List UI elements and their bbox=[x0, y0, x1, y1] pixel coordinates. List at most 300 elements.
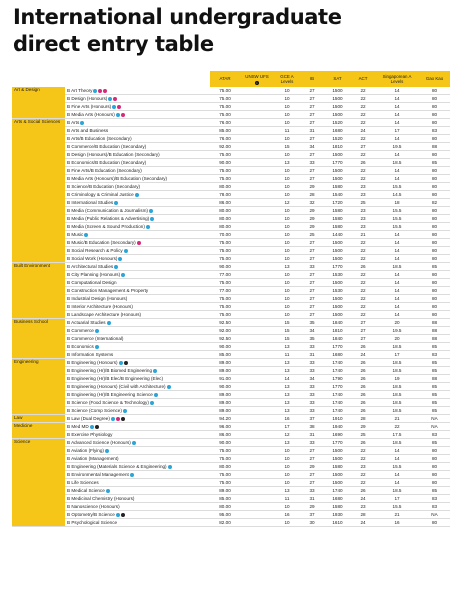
cell-atar: 80.00 bbox=[219, 208, 231, 213]
table-row bbox=[12, 343, 450, 351]
program-cell bbox=[65, 119, 210, 127]
cell-ib: 31 bbox=[309, 128, 315, 133]
table-row bbox=[12, 87, 450, 95]
cell-gao-kao: 80 bbox=[431, 112, 438, 117]
cell-singapore: 15.5 bbox=[392, 184, 402, 189]
blue-dot-icon bbox=[132, 441, 136, 445]
faculty-label: Arts & Social Sciences bbox=[12, 119, 65, 263]
blue-dot-icon bbox=[146, 225, 150, 229]
faculty-label: Medicine bbox=[12, 423, 65, 439]
table-row bbox=[12, 455, 450, 463]
program-name: B Medical Science bbox=[67, 488, 105, 493]
cell-gce: 10 bbox=[284, 464, 290, 469]
cell-unsw-ufs bbox=[240, 127, 274, 135]
cell-gce: 12 bbox=[284, 432, 290, 437]
program-name: B Advanced Science (Honours) bbox=[67, 440, 131, 445]
program-cell bbox=[65, 367, 210, 375]
cell-sat: 1840 bbox=[332, 320, 343, 325]
cell-singapore: 15.5 bbox=[392, 208, 402, 213]
cell-gao-kao: 83 bbox=[431, 128, 438, 133]
blue-dot-icon bbox=[154, 393, 158, 397]
cell-sat: 1500 bbox=[332, 448, 343, 453]
table-row bbox=[12, 487, 450, 495]
table-row bbox=[12, 359, 450, 367]
cell-act: 23 bbox=[360, 216, 366, 221]
blue-dot-icon bbox=[114, 265, 118, 269]
cell-ib: 27 bbox=[309, 280, 315, 285]
program-name: B Social Work (Honours) bbox=[67, 256, 118, 261]
pink-dot-icon bbox=[113, 97, 117, 101]
cell-singapore: 17 bbox=[394, 128, 400, 133]
program-cell bbox=[65, 103, 210, 111]
cell-gce: 13 bbox=[284, 400, 290, 405]
cell-gce: 13 bbox=[284, 160, 290, 165]
blue-dot-icon bbox=[84, 233, 88, 237]
cell-sat: 1500 bbox=[332, 112, 343, 117]
program-cell bbox=[65, 231, 210, 239]
cell-act: 25 bbox=[360, 432, 366, 437]
table-row bbox=[12, 231, 450, 239]
cell-singapore: 19.5 bbox=[392, 328, 402, 333]
cell-singapore: 18.5 bbox=[392, 408, 402, 413]
cell-ib: 27 bbox=[309, 480, 315, 485]
table-row bbox=[12, 191, 450, 199]
program-name: B Engineering (Hr)/B Elec/B Engineering (Elec) bbox=[67, 376, 164, 381]
cell-sat: 1500 bbox=[332, 248, 343, 253]
cell-atar: 92.00 bbox=[219, 144, 231, 149]
table-row bbox=[12, 111, 450, 119]
blue-dot-icon bbox=[167, 385, 171, 389]
cell-sat: 1680 bbox=[332, 496, 343, 501]
cell-atar: 75.00 bbox=[219, 152, 231, 157]
program-cell bbox=[65, 495, 210, 503]
cell-sat: 1770 bbox=[332, 384, 343, 389]
cell-ib: 27 bbox=[309, 296, 315, 301]
cell-gao-kao: 85 bbox=[431, 384, 438, 389]
cell-gce: 10 bbox=[284, 256, 290, 261]
cell-atar: 90.00 bbox=[219, 344, 231, 349]
table-row bbox=[12, 431, 450, 439]
blue-dot-icon bbox=[135, 193, 139, 197]
cell-act: 23 bbox=[360, 464, 366, 469]
cell-gao-kao: 80 bbox=[431, 456, 438, 461]
cell-unsw-ufs bbox=[240, 303, 274, 311]
cell-unsw-ufs bbox=[240, 119, 274, 127]
program-cell bbox=[65, 279, 210, 287]
program-name: B Music/B Education (Secondary) bbox=[67, 240, 136, 245]
cell-gce: 10 bbox=[284, 248, 290, 253]
cell-singapore: 14.5 bbox=[392, 192, 402, 197]
cell-unsw-ufs bbox=[240, 335, 274, 343]
cell-sat: 1500 bbox=[332, 280, 343, 285]
table-row bbox=[12, 143, 450, 151]
table-row bbox=[12, 303, 450, 311]
cell-sat: 1500 bbox=[332, 152, 343, 157]
blue-dot-icon bbox=[93, 89, 97, 93]
cell-ib: 35 bbox=[309, 336, 315, 341]
cell-ib: 27 bbox=[309, 456, 315, 461]
cell-gao-kao: 80 bbox=[431, 296, 438, 301]
cell-singapore: 18.5 bbox=[392, 368, 402, 373]
cell-unsw-ufs bbox=[240, 423, 274, 431]
program-name: B Construction Management & Property bbox=[67, 288, 149, 293]
cell-ib: 33 bbox=[309, 400, 315, 405]
cell-act: 22 bbox=[360, 456, 366, 461]
program-cell bbox=[65, 351, 210, 359]
cell-gce: 15 bbox=[284, 144, 290, 149]
program-name: B Actuarial Studies bbox=[67, 320, 106, 325]
cell-act: 22 bbox=[360, 88, 366, 93]
cell-ib: 27 bbox=[309, 312, 315, 317]
cell-gao-kao: 80 bbox=[431, 240, 438, 245]
cell-atar: 89.00 bbox=[219, 488, 231, 493]
cell-sat: 1520 bbox=[332, 136, 343, 141]
cell-ib: 29 bbox=[309, 184, 315, 189]
cell-atar: 92.00 bbox=[219, 328, 231, 333]
program-name: B Life Sciences bbox=[67, 480, 99, 485]
cell-act: 23 bbox=[360, 504, 366, 509]
cell-singapore: 14 bbox=[394, 456, 400, 461]
cell-singapore: 15.5 bbox=[392, 216, 402, 221]
program-name: B Architectural Studies bbox=[67, 264, 114, 269]
cell-singapore: 14 bbox=[394, 472, 400, 477]
cell-gao-kao: 80 bbox=[431, 168, 438, 173]
program-name: B Industrial Design (Honours) bbox=[67, 296, 128, 301]
cell-act: 23 bbox=[360, 192, 366, 197]
page-title-line-1: International undergraduate bbox=[13, 5, 342, 29]
cell-gce: 12 bbox=[284, 200, 290, 205]
cell-ib: 29 bbox=[309, 224, 315, 229]
cell-sat: 1580 bbox=[332, 504, 343, 509]
cell-act: 26 bbox=[360, 488, 366, 493]
page-title bbox=[13, 4, 342, 58]
program-cell bbox=[65, 431, 210, 439]
table-row bbox=[12, 279, 450, 287]
cell-singapore: 14 bbox=[394, 312, 400, 317]
cell-atar: 75.00 bbox=[219, 168, 231, 173]
cell-act: 26 bbox=[360, 264, 366, 269]
cell-singapore: 14 bbox=[394, 168, 400, 173]
black-dot-icon bbox=[95, 425, 99, 429]
blue-dot-icon bbox=[153, 369, 157, 373]
table-row bbox=[12, 167, 450, 175]
cell-gao-kao: 85 bbox=[431, 392, 438, 397]
program-name: B Commerce bbox=[67, 328, 94, 333]
cell-singapore: 14 bbox=[394, 88, 400, 93]
program-name: B Landscape Architecture (Honours) bbox=[67, 312, 142, 317]
cell-gao-kao: 80 bbox=[431, 448, 438, 453]
cell-gao-kao: 85 bbox=[431, 368, 438, 373]
program-cell bbox=[65, 95, 210, 103]
black-dot-icon bbox=[124, 361, 128, 365]
cell-gao-kao: 85 bbox=[431, 408, 438, 413]
cell-gao-kao: 80 bbox=[431, 480, 438, 485]
program-name: B Commerce (International) bbox=[67, 336, 124, 341]
blue-dot-icon bbox=[168, 465, 172, 469]
cell-act: 22 bbox=[360, 152, 366, 157]
cell-gao-kao: 80 bbox=[431, 472, 438, 477]
cell-ib: 27 bbox=[309, 288, 315, 293]
table-row bbox=[12, 367, 450, 375]
cell-gao-kao: 80 bbox=[431, 280, 438, 285]
cell-gao-kao: 88 bbox=[431, 328, 438, 333]
cell-act: 22 bbox=[360, 248, 366, 253]
col-header-gce: GCE A Levels bbox=[274, 71, 300, 87]
cell-sat: 1810 bbox=[332, 328, 343, 333]
cell-ib: 28 bbox=[309, 192, 315, 197]
cell-gce: 13 bbox=[284, 368, 290, 373]
black-dot-icon bbox=[121, 513, 125, 517]
cell-singapore: 20 bbox=[394, 320, 400, 325]
cell-unsw-ufs bbox=[240, 447, 274, 455]
program-name: B Media Arts (Honours) bbox=[67, 112, 115, 117]
cell-ib: 38 bbox=[309, 424, 315, 429]
cell-atar: 85.00 bbox=[219, 128, 231, 133]
cell-sat: 1580 bbox=[332, 216, 343, 221]
table-row bbox=[12, 135, 450, 143]
cell-atar: 89.00 bbox=[219, 392, 231, 397]
cell-gce: 11 bbox=[284, 496, 290, 501]
table-row bbox=[12, 263, 450, 271]
cell-singapore: 17.5 bbox=[392, 432, 402, 437]
cell-ib: 29 bbox=[309, 504, 315, 509]
cell-gao-kao: 80 bbox=[431, 520, 438, 525]
cell-atar: 75.00 bbox=[219, 472, 231, 477]
cell-unsw-ufs bbox=[240, 311, 274, 319]
cell-act: 22 bbox=[360, 448, 366, 453]
program-cell bbox=[65, 263, 210, 271]
table-row bbox=[12, 239, 450, 247]
col-header-atar: ATAR bbox=[210, 71, 240, 87]
cell-atar: 75.00 bbox=[219, 312, 231, 317]
program-cell bbox=[65, 487, 210, 495]
cell-gao-kao: NA bbox=[431, 512, 438, 517]
table-row bbox=[12, 183, 450, 191]
cell-sat: 1530 bbox=[332, 272, 343, 277]
cell-act: 24 bbox=[360, 520, 366, 525]
cell-unsw-ufs bbox=[240, 319, 274, 327]
cell-gce: 10 bbox=[284, 472, 290, 477]
program-cell bbox=[65, 215, 210, 223]
program-cell bbox=[65, 311, 210, 319]
info-icon: i bbox=[256, 80, 258, 85]
cell-gce: 10 bbox=[284, 192, 290, 197]
table-row bbox=[12, 415, 450, 423]
cell-ib: 37 bbox=[309, 512, 315, 517]
cell-act: 26 bbox=[360, 344, 366, 349]
cell-sat: 1580 bbox=[332, 184, 343, 189]
cell-singapore: 14 bbox=[394, 296, 400, 301]
cell-ib: 33 bbox=[309, 392, 315, 397]
cell-atar: 89.00 bbox=[219, 368, 231, 373]
cell-unsw-ufs bbox=[240, 511, 274, 519]
table-row bbox=[12, 439, 450, 447]
program-cell bbox=[65, 335, 210, 343]
table-row bbox=[12, 311, 450, 319]
cell-unsw-ufs bbox=[240, 87, 274, 95]
cell-gce: 13 bbox=[284, 408, 290, 413]
cell-unsw-ufs bbox=[240, 359, 274, 367]
cell-sat: 1500 bbox=[332, 176, 343, 181]
cell-act: 22 bbox=[360, 136, 366, 141]
program-cell bbox=[65, 271, 210, 279]
cell-atar: 75.00 bbox=[219, 256, 231, 261]
table-row bbox=[12, 215, 450, 223]
program-name: B Engineering (Honours) (Civil with Architecture) bbox=[67, 384, 166, 389]
cell-unsw-ufs bbox=[240, 207, 274, 215]
program-name: B Media (Public Relations & Advertising) bbox=[67, 216, 150, 221]
blue-dot-icon bbox=[150, 217, 154, 221]
program-cell bbox=[65, 135, 210, 143]
pink-dot-icon bbox=[137, 241, 141, 245]
cell-gce: 10 bbox=[284, 448, 290, 453]
program-name: B Engineering (Hr)/B Biomed Engineering bbox=[67, 368, 153, 373]
cell-singapore: 15.5 bbox=[392, 464, 402, 469]
program-cell bbox=[65, 407, 210, 415]
table-row bbox=[12, 471, 450, 479]
cell-gao-kao: 80 bbox=[431, 176, 438, 181]
program-cell bbox=[65, 455, 210, 463]
cell-sat: 1530 bbox=[332, 288, 343, 293]
blue-dot-icon bbox=[95, 329, 99, 333]
cell-unsw-ufs bbox=[240, 95, 274, 103]
cell-singapore: 18.5 bbox=[392, 360, 402, 365]
cell-gce: 13 bbox=[284, 392, 290, 397]
cell-singapore: 18.5 bbox=[392, 384, 402, 389]
program-name: B Optometry/B Science bbox=[67, 512, 115, 517]
cell-ib: 27 bbox=[309, 256, 315, 261]
cell-gce: 11 bbox=[284, 128, 290, 133]
cell-ib: 27 bbox=[309, 104, 315, 109]
cell-sat: 1500 bbox=[332, 480, 343, 485]
cell-sat: 1930 bbox=[332, 512, 343, 517]
cell-gao-kao: 88 bbox=[431, 376, 438, 381]
cell-ib: 33 bbox=[309, 360, 315, 365]
cell-ib: 27 bbox=[309, 272, 315, 277]
cell-singapore: 14 bbox=[394, 136, 400, 141]
cell-unsw-ufs bbox=[240, 215, 274, 223]
cell-act: 22 bbox=[360, 272, 366, 277]
cell-ib: 27 bbox=[309, 120, 315, 125]
pink-dot-icon bbox=[98, 89, 102, 93]
blue-dot-icon bbox=[112, 105, 116, 109]
blue-dot-icon bbox=[116, 113, 120, 117]
cell-gce: 11 bbox=[284, 352, 290, 357]
cell-sat: 1500 bbox=[332, 168, 343, 173]
cell-singapore: 20 bbox=[394, 336, 400, 341]
cell-ib: 27 bbox=[309, 152, 315, 157]
table-row bbox=[12, 351, 450, 359]
blue-dot-icon bbox=[114, 201, 118, 205]
table-row bbox=[12, 335, 450, 343]
pink-dot-icon bbox=[116, 417, 120, 421]
faculty-label: Built Environment bbox=[12, 263, 65, 319]
table-row bbox=[12, 519, 450, 527]
cell-gao-kao: 80 bbox=[431, 120, 438, 125]
cell-singapore: 14 bbox=[394, 280, 400, 285]
cell-act: 27 bbox=[360, 336, 366, 341]
table-row bbox=[12, 255, 450, 263]
cell-singapore: 19 bbox=[394, 376, 400, 381]
cell-act: 28 bbox=[360, 512, 366, 517]
cell-gao-kao: 80 bbox=[431, 304, 438, 309]
cell-atar: 75.00 bbox=[219, 96, 231, 101]
program-cell bbox=[65, 391, 210, 399]
cell-gce: 10 bbox=[284, 176, 290, 181]
program-cell bbox=[65, 343, 210, 351]
cell-gce: 10 bbox=[284, 288, 290, 293]
cell-unsw-ufs bbox=[240, 271, 274, 279]
cell-act: 22 bbox=[360, 112, 366, 117]
cell-singapore: 18.5 bbox=[392, 264, 402, 269]
table-header bbox=[12, 71, 450, 87]
cell-gce: 13 bbox=[284, 360, 290, 365]
cell-ib: 33 bbox=[309, 408, 315, 413]
cell-ib: 27 bbox=[309, 112, 315, 117]
cell-ib: 31 bbox=[309, 352, 315, 357]
program-name: B Exercise Physiology bbox=[67, 432, 113, 437]
cell-gce: 10 bbox=[284, 88, 290, 93]
blue-dot-icon bbox=[90, 425, 94, 429]
program-cell bbox=[65, 479, 210, 487]
cell-gce: 10 bbox=[284, 120, 290, 125]
program-cell bbox=[65, 319, 210, 327]
cell-unsw-ufs bbox=[240, 431, 274, 439]
cell-ib: 32 bbox=[309, 200, 315, 205]
program-name: B Computational Design bbox=[67, 280, 117, 285]
cell-sat: 1680 bbox=[332, 352, 343, 357]
cell-singapore: 14 bbox=[394, 232, 400, 237]
cell-sat: 1580 bbox=[332, 208, 343, 213]
cell-singapore: 17 bbox=[394, 352, 400, 357]
cell-ib: 27 bbox=[309, 168, 315, 173]
cell-ib: 33 bbox=[309, 344, 315, 349]
cell-act: 26 bbox=[360, 384, 366, 389]
cell-act: 22 bbox=[360, 312, 366, 317]
cell-sat: 1610 bbox=[332, 520, 343, 525]
program-name: B Media Arts (Honours)/B Education (Secondary) bbox=[67, 176, 168, 181]
cell-ib: 33 bbox=[309, 440, 315, 445]
cell-ib: 34 bbox=[309, 376, 315, 381]
program-cell bbox=[65, 207, 210, 215]
cell-gce: 14 bbox=[284, 376, 290, 381]
cell-gao-kao: 88 bbox=[431, 144, 438, 149]
cell-singapore: 21 bbox=[394, 416, 400, 421]
program-cell bbox=[65, 159, 210, 167]
cell-sat: 1770 bbox=[332, 264, 343, 269]
cell-atar: 75.00 bbox=[219, 448, 231, 453]
cell-sat: 1500 bbox=[332, 104, 343, 109]
program-name: B Science (Comp Science) bbox=[67, 408, 122, 413]
cell-gao-kao: 80 bbox=[431, 152, 438, 157]
cell-gce: 10 bbox=[284, 104, 290, 109]
cell-atar: 90.00 bbox=[219, 160, 231, 165]
cell-act: 22 bbox=[360, 304, 366, 309]
cell-atar: 92.50 bbox=[219, 320, 231, 325]
program-name: B Arts bbox=[67, 120, 80, 125]
cell-gce: 10 bbox=[284, 224, 290, 229]
cell-atar: 91.00 bbox=[219, 376, 231, 381]
cell-unsw-ufs bbox=[240, 279, 274, 287]
cell-unsw-ufs bbox=[240, 151, 274, 159]
table-row bbox=[12, 511, 450, 519]
program-name: B Fine Arts/B Education (Secondary) bbox=[67, 168, 142, 173]
blue-dot-icon bbox=[108, 97, 112, 101]
program-cell bbox=[65, 399, 210, 407]
cell-unsw-ufs bbox=[240, 455, 274, 463]
cell-atar: 94.20 bbox=[219, 416, 231, 421]
cell-atar: 75.00 bbox=[219, 304, 231, 309]
